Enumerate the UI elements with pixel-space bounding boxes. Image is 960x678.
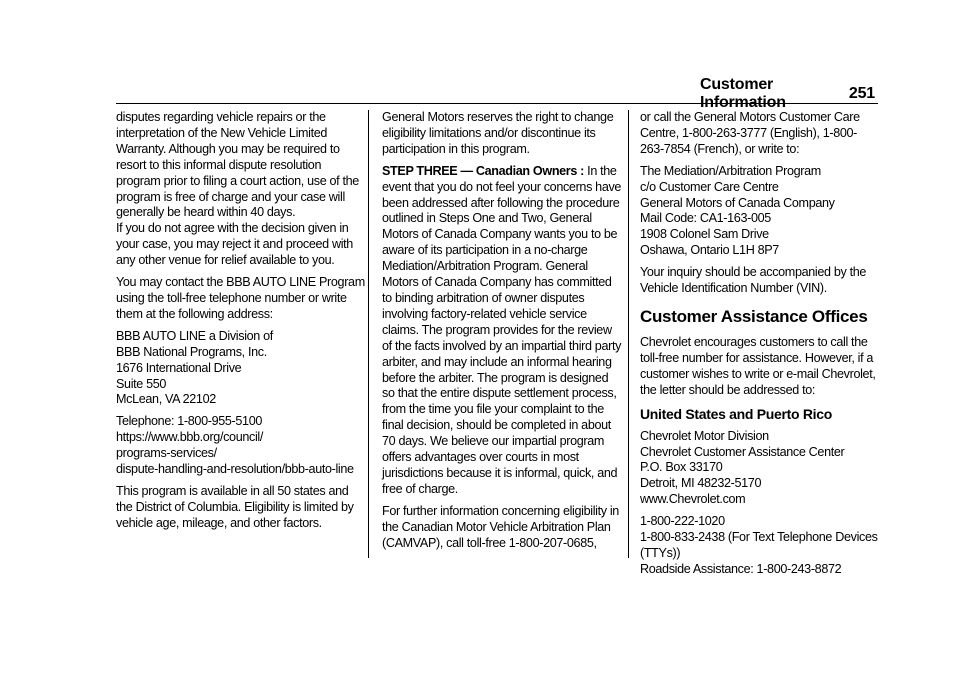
column-left — [116, 110, 366, 538]
address-line: The Mediation/Arbitration Program — [640, 163, 821, 178]
paragraph: This program is available in all 50 states and the District of Columbia. Eligibility is limited by vehicle age, mileage, and other factors. — [116, 483, 354, 530]
header-rule — [116, 103, 878, 104]
column-divider — [628, 110, 629, 558]
url-line: https://www.bbb.org/council/ — [116, 430, 264, 445]
phone-list — [640, 514, 880, 578]
phone-line: 1-800-222-1020 — [640, 514, 725, 529]
phone-line: Roadside Assistance: 1-800-243-8872 — [640, 561, 842, 576]
address-line: P.O. Box 33170 — [640, 460, 723, 475]
address-line: General Motors of Canada Company — [640, 195, 835, 210]
bbb-contact — [116, 414, 366, 478]
address-line: Chevrolet Motor Division — [640, 428, 769, 443]
address-line: c/o Customer Care Centre — [640, 179, 779, 194]
url-line: programs-services/ — [116, 446, 217, 461]
bbb-address — [116, 329, 366, 409]
website: www.Chevrolet.com — [640, 492, 746, 507]
column-divider — [368, 110, 369, 558]
address-line: Chevrolet Customer Assistance Center — [640, 444, 845, 459]
us-address — [640, 429, 880, 509]
paragraph: disputes regarding vehicle repairs or the interpretation of the New Vehicle Limited Warranty. Although you may be required to resort to this informal dispute resolution program prior to filing a court action, use of the program is free of charge and your case will generally be heard within 40 days. — [116, 110, 359, 220]
address-line: BBB National Programs, Inc. — [116, 344, 267, 359]
address-line: Suite 550 — [116, 376, 167, 391]
subsection-heading: United States and Puerto Rico — [640, 405, 832, 422]
address-line: BBB AUTO LINE a Division of — [116, 328, 273, 343]
page-number: 251 — [848, 85, 875, 102]
url-line: dispute-handling-and-resolution/bbb-auto-line — [116, 462, 354, 477]
section-heading: Customer Assistance Offices — [640, 306, 868, 326]
address-line: McLean, VA 22102 — [116, 392, 216, 407]
mediation-address — [640, 164, 880, 259]
paragraph: For further information concerning eligibility in the Canadian Motor Vehicle Arbitration Plan (CAMVAP), call toll-free 1-800-207-0685, — [382, 503, 619, 550]
paragraph: Chevrolet encourages customers to call the toll-free number for assistance. However, if a customer wishes to write or e-mail Chevrolet, the letter should be addressed to: — [640, 334, 876, 397]
step-three-text: In the event that you do not feel your concerns have been addressed after following the procedure outlined in Steps One and Two, General Motors of Canada Company wants you to be aware of its participation in a no-charge Mediation/Arbitration Program. General Motors of Canada Company has committed to binding arbitration of owner disputes involving factory-related vehicle service claims. The program provides for the review of the facts involved by an impartial third party arbiter, and may include an informal hearing before the arbiter. The program is designed so that the entire dispute settlement process, from the time you file your complaint to the final decision, should be completed in about 70 days. We believe our impartial program offers advantages over courts in most jurisdictions because it is informal, quick, and free of charge. — [382, 163, 622, 496]
paragraph: Your inquiry should be accompanied by the Vehicle Identification Number (VIN). — [640, 265, 867, 296]
column-right — [640, 110, 880, 584]
address-line: Detroit, MI 48232-5170 — [640, 476, 762, 491]
step-three-paragraph — [382, 164, 622, 498]
paragraph: If you do not agree with the decision given in your case, you may reject it and proceed with any other venue for relief available to you. — [116, 221, 353, 268]
paragraph: or call the General Motors Customer Care Centre, 1-800-263-3777 (English), 1-800-263-7854 (French), or write to: — [640, 110, 860, 156]
column-middle — [382, 110, 622, 557]
phone-line: 1-800-833-2438 (For Text Telephone Devices (TTYs)) — [640, 530, 878, 560]
telephone: Telephone: 1-800-955-5100 — [116, 414, 262, 429]
page-header — [700, 76, 875, 111]
paragraph: You may contact the BBB AUTO LINE Program using the toll-free telephone number or write them at the following address: — [116, 275, 365, 321]
address-line: Oshawa, Ontario L1H 8P7 — [640, 243, 779, 258]
section-title: Customer Information — [700, 76, 786, 111]
address-line: Mail Code: CA1-163-005 — [640, 211, 771, 226]
step-three-label: STEP THREE — Canadian Owners : — [382, 163, 585, 178]
address-line: 1676 International Drive — [116, 360, 242, 375]
paragraph: General Motors reserves the right to change eligibility limitations and/or discontinue its participation in this program. — [382, 110, 614, 156]
address-line: 1908 Colonel Sam Drive — [640, 227, 769, 242]
